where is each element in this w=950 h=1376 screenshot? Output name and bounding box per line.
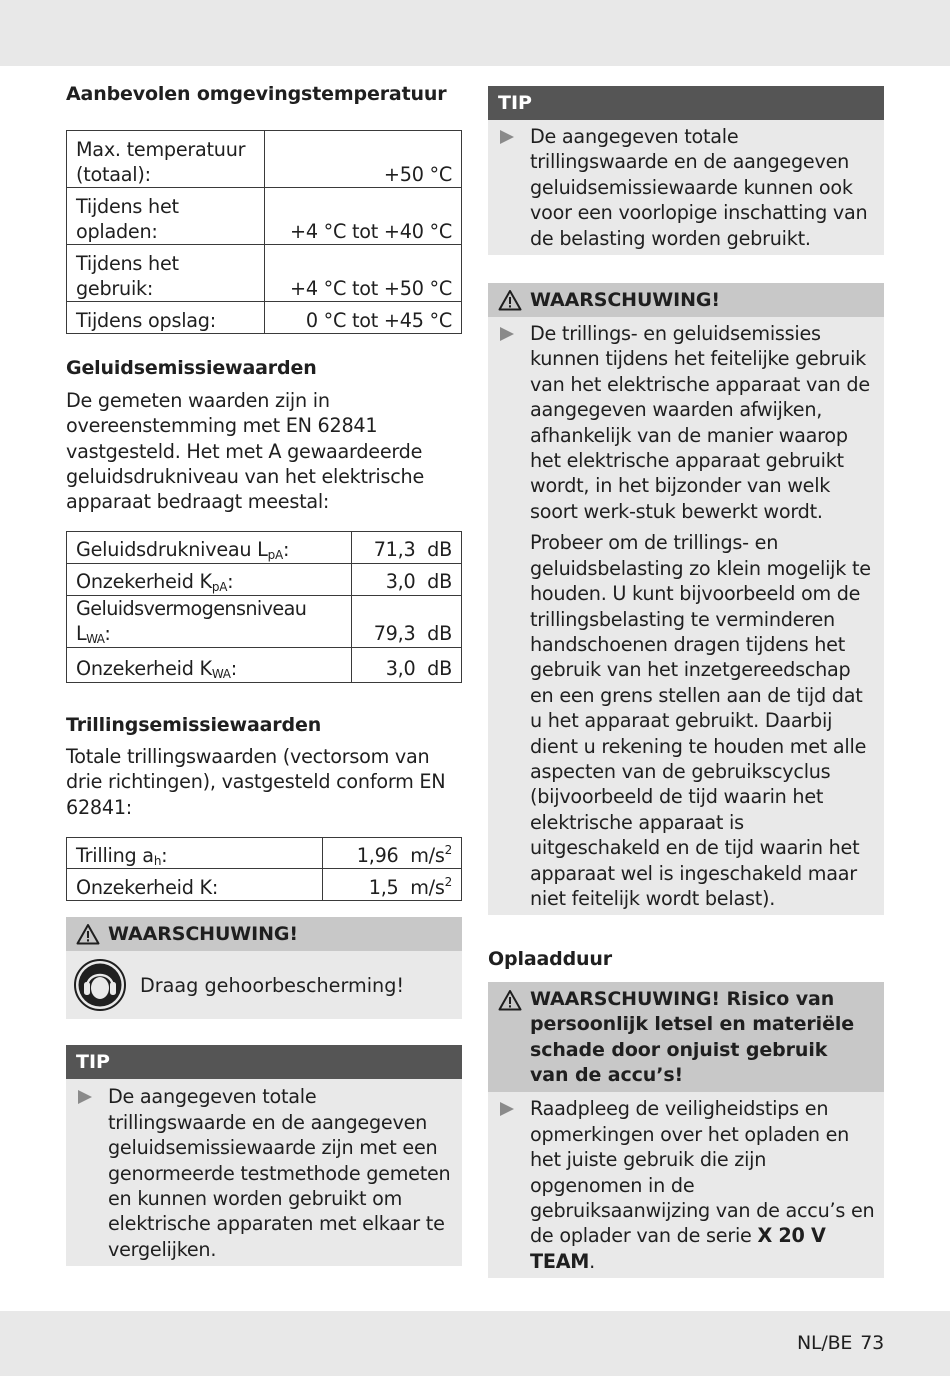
vibration-label: Trilling $a_h$: — [67, 838, 323, 869]
vibration-heading: Trillingsemissiewaarden — [66, 713, 322, 736]
sound-value: 3,0 dB — [352, 647, 462, 682]
temp-label: Tijdens het gebruik: — [67, 245, 265, 302]
warning-item — [488, 1092, 884, 1278]
triangle-bullet-icon — [498, 129, 516, 145]
warning-title: WAARSCHUWING! — [108, 923, 298, 946]
sound-value: 79,3 dB — [352, 595, 462, 647]
tip-box — [66, 1045, 462, 1266]
table-row — [67, 245, 462, 302]
hearing-warning-box — [66, 917, 462, 1019]
warning-triangle-icon — [76, 923, 100, 945]
warning-text: Raadpleeg de veiligheidstips en opmerkingen over het opladen en het juiste gebruik die zijn opgenomen in de gebruiksaanwijzing van de accu’s en de oplader van de serie X 20 V TEAM. — [530, 1097, 875, 1273]
table-row — [67, 302, 462, 334]
temp-label: Max. temperatuur (totaal): — [67, 131, 265, 188]
sound-label: Onzekerheid $K_{WA}$: — [67, 647, 352, 682]
tip-text: De aangegeven totale trillingswaarde en de aangegeven geluidsemissiewaarde zijn met een genormeerde testmethode gemeten en kunnen worden gebruikt om elektrische apparaten met elkaar te vergelijken. — [108, 1085, 451, 1261]
warning-body — [66, 951, 462, 1019]
temperature-heading: Aanbevolen omgevingstemperatuur — [66, 83, 447, 105]
temp-value: +50 °C — [265, 131, 462, 188]
warning-item — [488, 317, 884, 524]
ear-protection-icon — [74, 959, 126, 1011]
emission-warning-box — [488, 283, 884, 915]
left-column — [66, 82, 462, 1266]
sound-heading: Geluidsemissiewaarden — [66, 357, 317, 380]
table-row — [67, 188, 462, 245]
warning-title: WAARSCHUWING! — [530, 289, 720, 312]
tip-header: TIP — [488, 86, 884, 120]
sound-paragraph: De gemeten waarden zijn in overeenstemming met EN 62841 vastgesteld. Het met A gewaardeerde geluidsdrukniveau van het elektrische apparaat bedraagt meestal: — [66, 388, 425, 514]
temperature-table — [66, 130, 462, 334]
triangle-bullet-icon — [76, 1089, 94, 1105]
table-row — [67, 838, 462, 869]
vibration-label: Onzekerheid K: — [67, 869, 323, 901]
sound-label: Onzekerheid $K_{pA}$: — [67, 563, 352, 595]
table-row — [67, 531, 462, 563]
vibration-value: 1,96 $m/s^2$ — [323, 838, 462, 869]
page-footer — [789, 1331, 884, 1356]
sound-label: Geluidsdrukniveau $L_{pA}$: — [67, 531, 352, 563]
page-number: 73 — [860, 1332, 884, 1354]
warning-text: De trillings- en geluidsemissies kunnen tijdens het feitelijke gebruik van het elektrische apparaat van de aangegeven waarden afwijken, afhankelijk van de manier waarop het elektrische apparaat gebruikt wordt, in het bijzonder van welk soort werk-stuk bewerkt wordt. — [530, 322, 870, 523]
sound-label: Geluidsvermogensniveau $L_{WA}$: — [67, 595, 352, 647]
right-column — [488, 86, 884, 1278]
warning-triangle-icon — [498, 289, 522, 311]
table-row — [67, 595, 462, 647]
table-row — [67, 647, 462, 682]
tip-item — [488, 120, 884, 255]
tip-item — [66, 1079, 462, 1266]
warning-text-continued: Probeer om de trillings- en geluidsbelasting zo klein mogelijk te houden. U kunt bijvoorbeeld om de trillingsbelasting te verminderen handschoenen dragen tijdens het gebruik van het inzetgereedschap en een grens stellen aan de tijd dat u het apparaat gebruikt. Daarbij dient u rekening te houden met alle aspecten van de gebruikscyclus (bijvoorbeeld de tijd waarin het elektrische apparaat is uitgeschakeld en de tijd waarin het apparaat wel is ingeschakeld maar niet feitelijk wordt belast). — [530, 531, 871, 910]
warning-triangle-icon — [498, 989, 522, 1011]
temp-value: +4 °C tot +40 °C — [265, 188, 462, 245]
vibration-table — [66, 837, 462, 901]
sound-value: 71,3 dB — [352, 531, 462, 563]
warning-header — [488, 283, 884, 317]
table-row — [67, 131, 462, 188]
temp-label: Tijdens het opladen: — [67, 188, 265, 245]
triangle-bullet-icon — [498, 326, 516, 342]
table-row — [67, 869, 462, 901]
warning-header — [66, 917, 462, 951]
top-band — [0, 0, 950, 66]
tip-box — [488, 86, 884, 255]
battery-warning-box — [488, 982, 884, 1278]
vibration-value: 1,5 $m/s^2$ — [323, 869, 462, 901]
tip-text: De aangegeven totale trillingswaarde en de aangegeven geluidsemissiewaarde kunnen ook voor een voorlopige inschatting van de belasting worden gebruikt. — [530, 125, 868, 250]
tip-header: TIP — [66, 1045, 462, 1079]
warning-text: Draag gehoorbescherming! — [140, 973, 405, 997]
sound-table — [66, 531, 462, 683]
triangle-bullet-icon — [498, 1101, 516, 1117]
temp-label: Tijdens opslag: — [67, 302, 265, 334]
charge-heading: Oplaadduur — [488, 948, 613, 971]
temp-value: +4 °C tot +50 °C — [265, 245, 462, 302]
temp-value: 0 °C tot +45 °C — [265, 302, 462, 334]
vibration-paragraph: Totale trillingswaarden (vectorsom van drie richtingen), vastgesteld conform EN 62841: — [66, 745, 446, 819]
warning-header — [488, 982, 884, 1093]
sound-value: 3,0 dB — [352, 563, 462, 595]
footer-language: NL/BE — [796, 1332, 853, 1354]
table-row — [67, 563, 462, 595]
warning-title: WAARSCHUWING! Risico van persoonlijk letsel en materiële schade door onjuist gebruik van de accu’s! — [530, 987, 855, 1086]
